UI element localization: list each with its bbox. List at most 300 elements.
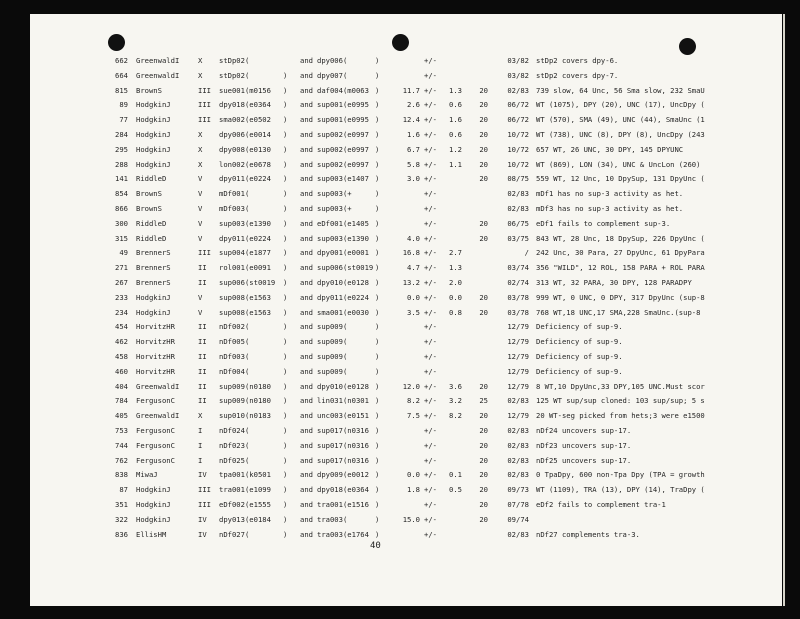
gene-b-close: ) <box>375 100 380 110</box>
ref-number: 87 <box>119 485 128 495</box>
gene-a-close: ) <box>283 100 288 110</box>
distance: 0.0 <box>407 470 420 480</box>
chromosome: III <box>198 500 211 509</box>
gene-b-close: ) <box>375 307 380 317</box>
author: FergusonC <box>136 426 175 435</box>
gene-a: dpy006(e0014 <box>219 130 271 139</box>
gene-b: tra003(e1764 <box>317 529 369 539</box>
chromosome: III <box>198 248 211 258</box>
date: 06/72 <box>507 100 529 110</box>
plus-minus: +/- <box>424 278 437 287</box>
distance: 12.0 <box>402 381 420 391</box>
gene-a: sup003(e1390 <box>219 218 271 228</box>
ref-number: 854 <box>115 189 128 199</box>
gene-b-close: ) <box>375 292 380 302</box>
author: BrennerS <box>136 248 171 258</box>
gene-b: dpy009(e0012 <box>317 470 369 480</box>
std-error: 2.7 <box>449 248 462 258</box>
author: BrownS <box>136 85 162 95</box>
comment: 768 WT,18 UNC,17 SMA,228 SmaUnc.(sup-8 <box>536 307 701 317</box>
chromosome: X <box>198 411 203 421</box>
distance: 4.7 <box>407 263 420 273</box>
table-row <box>30 276 782 290</box>
date: 02/83 <box>507 426 529 435</box>
date: 03/78 <box>507 292 529 302</box>
date: 03/75 <box>507 233 529 243</box>
and: and <box>300 115 313 125</box>
extra: 20 <box>479 455 488 465</box>
extra: 20 <box>479 470 488 480</box>
date: 07/78 <box>507 500 529 509</box>
date: nDf27 complements tra-3. <box>536 529 640 539</box>
date: 09/73 <box>507 485 529 495</box>
comment: 125 WT sup/sup cloned: 103 sup/sup; 5 s <box>536 396 705 406</box>
gene-a: dpy018(e0364 <box>219 100 271 110</box>
ref-number: 462 <box>115 337 128 347</box>
author: HorvitzHR <box>136 322 175 332</box>
table-row <box>30 202 782 216</box>
extra: 20 <box>479 130 488 139</box>
and: and <box>300 322 313 332</box>
extra: 20 <box>479 218 488 228</box>
gene-b-close: ) <box>375 218 380 228</box>
gene-a-close: ) <box>283 189 288 199</box>
comment: 356 "WILD", 12 ROL, 158 PARA + ROL PARA <box>536 263 705 273</box>
table-row <box>30 528 782 542</box>
distance: 1.8 <box>407 485 420 495</box>
std-error: 3.2 <box>449 396 462 406</box>
chromosome: X <box>198 144 203 154</box>
date: stDp2 covers dpy-7. <box>536 70 619 80</box>
gene-b: tra001(e1516 <box>317 500 369 509</box>
gene-a: nDf005( <box>219 337 250 347</box>
gene-b: daf004(m0063 <box>317 85 369 95</box>
ref-number: 460 <box>115 366 128 376</box>
chromosome: X <box>198 130 203 139</box>
ref-number: 762 <box>115 455 128 465</box>
gene-a: lon002(e0678 <box>219 159 271 169</box>
date: 10/72 <box>507 159 529 169</box>
author: HorvitzHR <box>136 337 175 347</box>
plus-minus: +/- <box>424 159 437 169</box>
author: BrennerS <box>136 278 171 287</box>
extra: 20 <box>479 440 488 450</box>
extra: 20 <box>479 514 488 524</box>
gene-b-close: ) <box>375 396 380 406</box>
extra: 20 <box>479 144 488 154</box>
plus-minus: +/- <box>424 174 437 184</box>
gene-a-close: ) <box>283 233 288 243</box>
gene-b-close: ) <box>375 130 380 139</box>
chromosome: X <box>198 56 203 65</box>
gene-b: dpy007( <box>317 70 348 80</box>
date: 10/72 <box>507 144 529 154</box>
author: GreenwaldI <box>136 381 180 391</box>
extra: 12/79 <box>507 337 529 347</box>
table-row <box>30 128 782 142</box>
chromosome: V <box>198 233 203 243</box>
gene-b: sup003(e1407 <box>317 174 369 184</box>
gene-b: tra003( <box>317 514 348 524</box>
distance: 4.0 <box>407 233 420 243</box>
gene-b: dpy006( <box>317 56 348 65</box>
gene-a: nDf004( <box>219 366 250 376</box>
author: HodgkinJ <box>136 130 171 139</box>
author: HodgkinJ <box>136 115 171 125</box>
extra: 20 <box>479 292 488 302</box>
and: and <box>300 130 313 139</box>
gene-a: mDf003( <box>219 204 250 213</box>
table-row <box>30 158 782 172</box>
document-page <box>30 14 782 606</box>
gene-a: nDf003( <box>219 352 250 361</box>
gene-a-close: ) <box>283 366 288 376</box>
gene-b-close: ) <box>375 159 380 169</box>
chromosome: V <box>198 307 203 317</box>
plus-minus: +/- <box>424 337 437 347</box>
comment: WT (570), SMA (49), UNC (44), SmaUnc (1 <box>536 115 705 125</box>
plus-minus: +/- <box>424 130 437 139</box>
chromosome: V <box>198 189 203 199</box>
gene-b-close: ) <box>375 381 380 391</box>
and: and <box>300 248 313 258</box>
gene-b: sup003(+ <box>317 189 352 199</box>
ref-number: 233 <box>115 292 128 302</box>
gene-a: sup009(n0180 <box>219 381 271 391</box>
chromosome: V <box>198 218 203 228</box>
ref-number: 295 <box>115 144 128 154</box>
author: HodgkinJ <box>136 485 171 495</box>
ref-number: 458 <box>115 352 128 361</box>
date: Deficiency of sup-9. <box>536 337 623 347</box>
plus-minus: +/- <box>424 500 437 509</box>
gene-a: sup008(e1563 <box>219 292 271 302</box>
std-error: 1.2 <box>449 144 462 154</box>
gene-a-close: ) <box>283 85 288 95</box>
gene-b: sup009( <box>317 337 348 347</box>
gene-b-close: ) <box>375 233 380 243</box>
extra: 12/79 <box>507 366 529 376</box>
gene-b: sma001(e0030 <box>317 307 369 317</box>
gene-a: nDf023( <box>219 440 250 450</box>
gene-b-close: ) <box>375 337 380 347</box>
and: and <box>300 485 313 495</box>
gene-b-close: ) <box>375 85 380 95</box>
comment: 242 Unc, 30 Para, 27 DpyUnc, 61 DpyPara <box>536 248 705 258</box>
chromosome: II <box>198 396 207 406</box>
gene-b-close: ) <box>375 278 380 287</box>
comment: WT (738), UNC (8), DPY (8), UncDpy (243 <box>536 130 705 139</box>
date: 02/83 <box>507 396 529 406</box>
author: HodgkinJ <box>136 159 171 169</box>
and: and <box>300 396 313 406</box>
plus-minus: +/- <box>424 263 437 273</box>
gene-a-close: ) <box>283 529 288 539</box>
gene-a: stDp02( <box>219 56 250 65</box>
plus-minus: +/- <box>424 144 437 154</box>
distance: 12.4 <box>402 115 420 125</box>
date: Deficiency of sup-9. <box>536 322 623 332</box>
gene-a-close: ) <box>283 70 288 80</box>
ref-number: 77 <box>119 115 128 125</box>
and: and <box>300 529 313 539</box>
gene-b-close: ) <box>375 514 380 524</box>
chromosome: II <box>198 263 207 273</box>
author: GreenwaldI <box>136 56 180 65</box>
plus-minus: +/- <box>424 366 437 376</box>
author: RiddleD <box>136 174 167 184</box>
distance: 3.0 <box>407 174 420 184</box>
punch-hole <box>679 38 696 55</box>
gene-b-close: ) <box>375 144 380 154</box>
and: and <box>300 56 313 65</box>
distance: 0.0 <box>407 292 420 302</box>
gene-b: dpy010(e0128 <box>317 381 369 391</box>
gene-b-close: ) <box>375 500 380 509</box>
gene-a-close: ) <box>283 292 288 302</box>
extra: 20 <box>479 100 488 110</box>
ref-number: 234 <box>115 307 128 317</box>
and: and <box>300 455 313 465</box>
gene-b-close: ) <box>375 440 380 450</box>
extra: 25 <box>479 396 488 406</box>
distance: 2.6 <box>407 100 420 110</box>
and: and <box>300 411 313 421</box>
author: MiwaJ <box>136 470 158 480</box>
std-error: 0.1 <box>449 470 462 480</box>
plus-minus: +/- <box>424 381 437 391</box>
comment: WT (1109), TRA (13), DPY (14), TraDpy ( <box>536 485 705 495</box>
plus-minus: +/- <box>424 56 437 65</box>
distance: 13.2 <box>402 278 420 287</box>
and: and <box>300 174 313 184</box>
and: and <box>300 204 313 213</box>
ref-number: 284 <box>115 130 128 139</box>
gene-b-close: ) <box>375 174 380 184</box>
extra: 03/82 <box>507 56 529 65</box>
table-row <box>30 306 782 320</box>
and: and <box>300 159 313 169</box>
date: 06/72 <box>507 115 529 125</box>
author: GreenwaldI <box>136 411 180 421</box>
gene-a: nDf025( <box>219 455 250 465</box>
ref-number: 288 <box>115 159 128 169</box>
comment: 8 WT,10 DpyUnc,33 DPY,105 UNC.Must scor <box>536 381 705 391</box>
gene-b: sup003(+ <box>317 204 352 213</box>
gene-b-close: ) <box>375 455 380 465</box>
comment: nDf24 uncovers sup-17. <box>536 426 632 435</box>
ref-number: 744 <box>115 440 128 450</box>
gene-b-close: ) <box>375 56 380 65</box>
distance: 15.0 <box>402 514 420 524</box>
gene-a-close: ) <box>283 204 288 213</box>
gene-a-close: ) <box>283 248 288 258</box>
gene-a: nDf027( <box>219 529 250 539</box>
table-row <box>30 498 782 512</box>
gene-b: sup017(n0316 <box>317 455 369 465</box>
gene-a: nDf024( <box>219 426 250 435</box>
extra: 20 <box>479 500 488 509</box>
gene-b: sup002(e0997 <box>317 144 369 154</box>
and: and <box>300 85 313 95</box>
chromosome: III <box>198 85 211 95</box>
and: and <box>300 70 313 80</box>
table-row <box>30 291 782 305</box>
author: BrownS <box>136 204 162 213</box>
plus-minus: +/- <box>424 529 437 539</box>
table-row <box>30 380 782 394</box>
date: Deficiency of sup-9. <box>536 366 623 376</box>
plus-minus: +/- <box>424 70 437 80</box>
and: and <box>300 189 313 199</box>
author: HodgkinJ <box>136 292 171 302</box>
table-row <box>30 468 782 482</box>
author: RiddleD <box>136 233 167 243</box>
extra: 12/79 <box>507 352 529 361</box>
ref-number: 89 <box>119 100 128 110</box>
table-row <box>30 483 782 497</box>
comment: 999 WT, 0 UNC, 0 DPY, 317 DpyUnc (sup-8 <box>536 292 705 302</box>
table-row <box>30 172 782 186</box>
author: BrennerS <box>136 263 171 273</box>
gene-a: dpy008(e0130 <box>219 144 271 154</box>
date: 02/74 <box>507 278 529 287</box>
extra: 20 <box>479 307 488 317</box>
table-row <box>30 394 782 408</box>
and: and <box>300 470 313 480</box>
and: and <box>300 500 313 509</box>
gene-a-close: ) <box>283 278 288 287</box>
gene-a-close: ) <box>283 381 288 391</box>
gene-a: sup004(e1877 <box>219 248 271 258</box>
comment: eDf2 fails to complement tra-1 <box>536 500 666 509</box>
chromosome: X <box>198 159 203 169</box>
chromosome: III <box>198 115 211 125</box>
std-error: 1.3 <box>449 263 462 273</box>
chromosome: II <box>198 381 207 391</box>
comment: WT (869), LON (34), UNC & UncLon (260) <box>536 159 701 169</box>
gene-a-close: ) <box>283 352 288 361</box>
plus-minus: +/- <box>424 396 437 406</box>
table-row <box>30 54 782 68</box>
plus-minus: +/- <box>424 470 437 480</box>
gene-b: sup001(e0995 <box>317 100 369 110</box>
distance: 3.5 <box>407 307 420 317</box>
gene-b: sup009( <box>317 366 348 376</box>
gene-a: sma002(e0502 <box>219 115 271 125</box>
table-row <box>30 350 782 364</box>
and: and <box>300 263 313 273</box>
and: and <box>300 307 313 317</box>
extra: 02/83 <box>507 529 529 539</box>
chromosome: II <box>198 322 207 332</box>
plus-minus: +/- <box>424 322 437 332</box>
plus-minus: +/- <box>424 218 437 228</box>
date: 03/78 <box>507 307 529 317</box>
extra: 20 <box>479 85 488 95</box>
date: 12/79 <box>507 381 529 391</box>
author: FergusonC <box>136 455 175 465</box>
ref-number: 141 <box>115 174 128 184</box>
plus-minus: +/- <box>424 189 437 199</box>
gene-a: stDp02( <box>219 70 250 80</box>
gene-a: dpy011(e0224 <box>219 233 271 243</box>
std-error: 1.3 <box>449 85 462 95</box>
plus-minus: +/- <box>424 292 437 302</box>
table-row <box>30 69 782 83</box>
ref-number: 315 <box>115 233 128 243</box>
gene-a-close: ) <box>283 115 288 125</box>
gene-a: tra001(e1099 <box>219 485 271 495</box>
comment: nDf25 uncovers sup-17. <box>536 455 632 465</box>
std-error: 0.6 <box>449 100 462 110</box>
extra: 20 <box>479 381 488 391</box>
plus-minus: +/- <box>424 100 437 110</box>
chromosome: I <box>198 440 203 450</box>
extra: 20 <box>479 159 488 169</box>
std-error: 0.5 <box>449 485 462 495</box>
ref-number: 753 <box>115 426 128 435</box>
table-row <box>30 232 782 246</box>
comment: eDf1 fails to complement sup-3. <box>536 218 671 228</box>
comment: nDf23 uncovers sup-17. <box>536 440 632 450</box>
gene-b: sup002(e0997 <box>317 159 369 169</box>
gene-b-close: ) <box>375 322 380 332</box>
ref-number: 866 <box>115 204 128 213</box>
distance: 11.7 <box>402 85 420 95</box>
plus-minus: +/- <box>424 485 437 495</box>
ref-number: 454 <box>115 322 128 332</box>
gene-b-close: ) <box>375 411 380 421</box>
std-error: 0.6 <box>449 130 462 139</box>
date: 02/83 <box>507 470 529 480</box>
gene-b: sup002(e0997 <box>317 130 369 139</box>
date: mDf3 has no sup-3 activity as het. <box>536 204 684 213</box>
extra: 20 <box>479 485 488 495</box>
gene-a-close: ) <box>283 218 288 228</box>
table-row <box>30 187 782 201</box>
extra: 20 <box>479 115 488 125</box>
date: 03/74 <box>507 263 529 273</box>
gene-a-close: ) <box>283 411 288 421</box>
punch-hole <box>108 34 125 51</box>
and: and <box>300 426 313 435</box>
gene-a: rol001(e0091 <box>219 263 271 273</box>
distance: 5.8 <box>407 159 420 169</box>
ref-number: 267 <box>115 278 128 287</box>
chromosome: IV <box>198 529 207 539</box>
date: Deficiency of sup-9. <box>536 352 623 361</box>
gene-a: nDf002( <box>219 322 250 332</box>
comment: 313 WT, 32 PARA, 30 DPY, 128 PARADPY <box>536 278 692 287</box>
page-number: 40 <box>370 541 381 551</box>
table-row <box>30 365 782 379</box>
ref-number: 300 <box>115 218 128 228</box>
chromosome: I <box>198 455 203 465</box>
and: and <box>300 366 313 376</box>
ref-number: 405 <box>115 411 128 421</box>
ref-number: 49 <box>119 248 128 258</box>
plus-minus: +/- <box>424 411 437 421</box>
date: 09/74 <box>507 514 529 524</box>
chromosome: IV <box>198 514 207 524</box>
plus-minus: +/- <box>424 233 437 243</box>
distance: 8.2 <box>407 396 420 406</box>
comment: 0 TpaDpy, 600 non-Tpa Dpy (TPA = growth <box>536 470 705 480</box>
std-error: 2.0 <box>449 278 462 287</box>
plus-minus: +/- <box>424 85 437 95</box>
plus-minus: +/- <box>424 248 437 258</box>
